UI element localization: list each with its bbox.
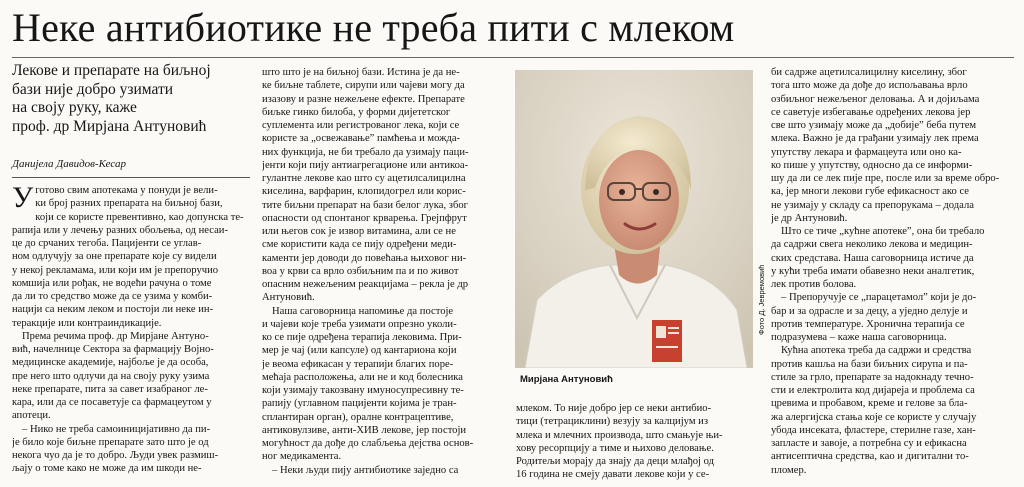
text-line: Кућна апотека треба да садржи и средства: [781, 345, 972, 357]
text-line: них функција, не би требало да узимају паци-: [262, 146, 469, 158]
byline: Данијела Давидов-Кесар: [12, 158, 126, 170]
text-line: рапију (углавном пацијенти којима је тран-: [262, 398, 457, 410]
text-line: у кући треба имати обавезно неки аналгетик,: [771, 265, 975, 277]
text-line: каменти јер доводи до повећања њиховог ни-: [262, 252, 467, 264]
text-line: мећаја расположења, али не и код болесника: [262, 371, 463, 383]
text-line: млека. Важно је да грађани узимају лек према: [771, 133, 979, 145]
text-line: све што узимају може да „добије” беба путем: [771, 120, 977, 131]
deck-line: проф. др Мирјана Антуновић: [12, 117, 207, 135]
text-line: или његов сок је извор витамина, али се не: [262, 226, 456, 237]
text-line: опасности од спонтаног крварења. Грејпфрут: [262, 212, 467, 224]
text-line: бар и за одрасле и за децу, а уједно делује и: [771, 305, 968, 317]
text-line: против температуре. Хронична терапија се: [771, 318, 965, 330]
text-line: који узимају такозвану имуносупресивну те-: [262, 385, 464, 396]
text-line: ских средстава. Наша саговорница истиче да: [771, 252, 974, 264]
deck-line: бази није добро узимати: [12, 80, 174, 98]
text-line: комшија или рођак, не водећи рачуна о томе: [12, 277, 212, 289]
text-line: ног медикамента.: [262, 451, 342, 463]
text-line: да садржи свега неколико лекова и медицин-: [771, 239, 973, 251]
text-line: изазову и разне нежељене ефекте. Препарате: [262, 93, 465, 105]
text-line: против кашља на бази биљних сирупа и па-: [771, 358, 968, 370]
text-line: тога што може да дође до испољавања врло: [771, 80, 968, 92]
text-line: гулантне лекове као што су ацетилсалицилна: [262, 173, 466, 184]
text-line: се саветује избегавање одређених лекова јер: [771, 106, 971, 118]
deck: [12, 62, 250, 136]
text-line: шу да ли се лек пије пре, после или за време обро-: [771, 173, 1000, 184]
text-line: тици (тетрациклини) везују за калцијум из: [516, 416, 709, 428]
column-4: [771, 66, 1017, 484]
text-line: – Нико не треба самоиницијативно да пи-: [22, 423, 211, 435]
text-line: пре него што одлучи да на своју руку узима: [12, 370, 210, 382]
text-line: некога чуо да је то добро. Људи увек размиш-: [12, 450, 219, 461]
byline-rule: [12, 177, 250, 178]
headline: Неке антибиотике не треба пити с млеком: [12, 5, 735, 50]
text-line: не узимају у складу са препорукама – додала: [771, 199, 974, 211]
text-line: млеком. То није добро јер се неки антибио-: [516, 403, 712, 414]
text-line: мер је чај (или капсуле) од кантариона који: [262, 345, 457, 357]
text-line: антиковулзиве, анти-ХИВ лекове, јер постоји: [262, 424, 467, 436]
text-line: кара, или да се посаветује са фармацеутом у: [12, 397, 212, 408]
text-line: лек против болова.: [771, 279, 857, 290]
text-line: ке биљне таблете, сирупи или чајеви могу да: [262, 80, 465, 92]
text-line: ко пише у упутству, односно да се информи-: [771, 159, 973, 171]
text-line: хову ресорпцију а тиме и њихово деловање.: [516, 442, 714, 454]
portrait-image: [515, 70, 753, 368]
text-line: киселина, варфарин, клопидогрел или корис-: [262, 186, 466, 198]
text-line: тите биљни препарат на бази белог лука, због: [262, 199, 468, 211]
deck-line: Лекове и препарате на биљној: [12, 62, 211, 79]
text-line: да ли то средство може да се узима у комби-: [12, 291, 213, 302]
text-line: стиле за грло, препарате за надокнаду течно-: [771, 371, 974, 383]
text-line: опасним нежељеним реакцијама – рекла је др: [262, 279, 469, 290]
deck-line: на своју руку, каже: [12, 99, 137, 116]
headline-rule: [12, 57, 1014, 58]
text-line: рапија или у лечењу разних обољења, од несаи-: [12, 224, 228, 236]
text-line: – Неки људи пију антибиотике заједно са: [272, 464, 459, 476]
text-line: млека и млечних производа, што смањује њи-: [516, 429, 723, 441]
text-line: апотеци.: [12, 410, 51, 422]
text-line: што што је на биљној бази. Истина је да не-: [262, 67, 460, 78]
text-line: воа у крви са врло озбиљним па и по живот: [262, 265, 459, 277]
text-line: би садрже ацетилсалицилну киселину, због: [771, 67, 967, 78]
text-line: подразумева – каже наша саговорница.: [771, 332, 947, 343]
text-line: сплантиран орган), оралне контрацептиве,: [262, 411, 454, 423]
text-line: ка, јер многи лекови губе ефикасност ако се: [771, 186, 969, 198]
text-line: могућност да дође до слабљења дејства основ-: [262, 438, 474, 449]
text-line: биљке гинко билоба, у форми дијететског: [262, 106, 451, 118]
text-line: пломер.: [771, 464, 807, 476]
column-3: [516, 402, 760, 484]
text-line: 16 година не смеју давати лекове који у се-: [516, 469, 710, 481]
text-line: суплемента или регистрованог лека, који се: [262, 120, 460, 131]
text-line: у некој рекламама, или који им је препоручио: [12, 264, 219, 276]
text-line: је др Антуновић.: [771, 212, 848, 224]
text-line: је било које биљне препарате зато што је од: [12, 436, 209, 448]
text-line: љају о томе како не може да им шкоди не-: [12, 463, 202, 475]
text-line: запласте и завоје, а потребна су и ефикасна: [771, 438, 967, 449]
photo-caption: Мирјана Антуновић: [520, 374, 613, 385]
text-line: убода инсеката, фластере, стерилне газе, хан-: [771, 424, 976, 436]
text-line: сти и електролита код дијареја и проблема са: [771, 385, 975, 396]
text-line: је веома ефикасан у терапији благих поре-: [262, 358, 454, 370]
text-line: ки број разних препарата на биљној бази,: [35, 198, 223, 210]
text-line: теракције или контраиндикације.: [12, 317, 162, 329]
text-line: Што се тиче „кућне апотеке”, она би требало: [781, 226, 985, 237]
text-line: Према речима проф. др Мирјане Антуно-: [22, 330, 209, 342]
text-line: нацији са неким леком и постоји ли неке ин-: [12, 304, 214, 316]
text-line: озбиљног нежељеног деловања. А и дојиљама: [771, 93, 980, 105]
text-line: Уготово свим апотекама у понуди је вели-: [12, 184, 218, 214]
column-1: [12, 184, 250, 484]
column-2: [262, 66, 506, 484]
text-line: медицинске академије, најбоље је да особа,: [12, 357, 209, 369]
text-line: Антуновић.: [262, 292, 315, 304]
drop-cap: У: [12, 184, 34, 214]
text-line: сме користити када се пију одређени меди-: [262, 239, 457, 251]
text-line: неке препарате, пита за савет изабраног ле-: [12, 383, 208, 395]
text-line: користе за „освежавање” памћења и можда-: [262, 133, 461, 145]
text-line: ном одлучују за оне препарате које су видели: [12, 251, 217, 263]
text-line: који се користе превентивно, као допунска те-: [35, 211, 244, 223]
text-line: и чајеви које треба узимати опрезно уколи-: [262, 318, 457, 330]
photo-credit: Фото Д. Јевремовић: [757, 264, 766, 335]
text-line: антисептична средства, као и дигитални то-: [771, 451, 969, 463]
text-line: ко се пије одређена терапија лековима. При-: [262, 332, 462, 343]
text-line: жа алергијска стања које се користе у случају: [771, 411, 977, 423]
portrait-photo: [515, 70, 753, 368]
text-line: Наша саговорница напомиње да постоје: [272, 305, 454, 317]
text-line: це до срчаних тегоба. Пацијенти се углав-: [12, 238, 202, 249]
text-line: – Препоручује се „парацетамол” који је до-: [781, 292, 977, 304]
text-line: вић, начелнице Сектора за фармацију Војно-: [12, 344, 214, 355]
text-line: цревима и пробавом, креме и гелове за бла-: [771, 398, 968, 410]
text-line: Родитељи морају да знају да деци млађој од: [516, 456, 715, 467]
text-line: јенти који пију антиагрегационе или антикоа-: [262, 159, 469, 171]
text-line: упутству лекара и фармацеута или оно ка-: [771, 146, 962, 158]
